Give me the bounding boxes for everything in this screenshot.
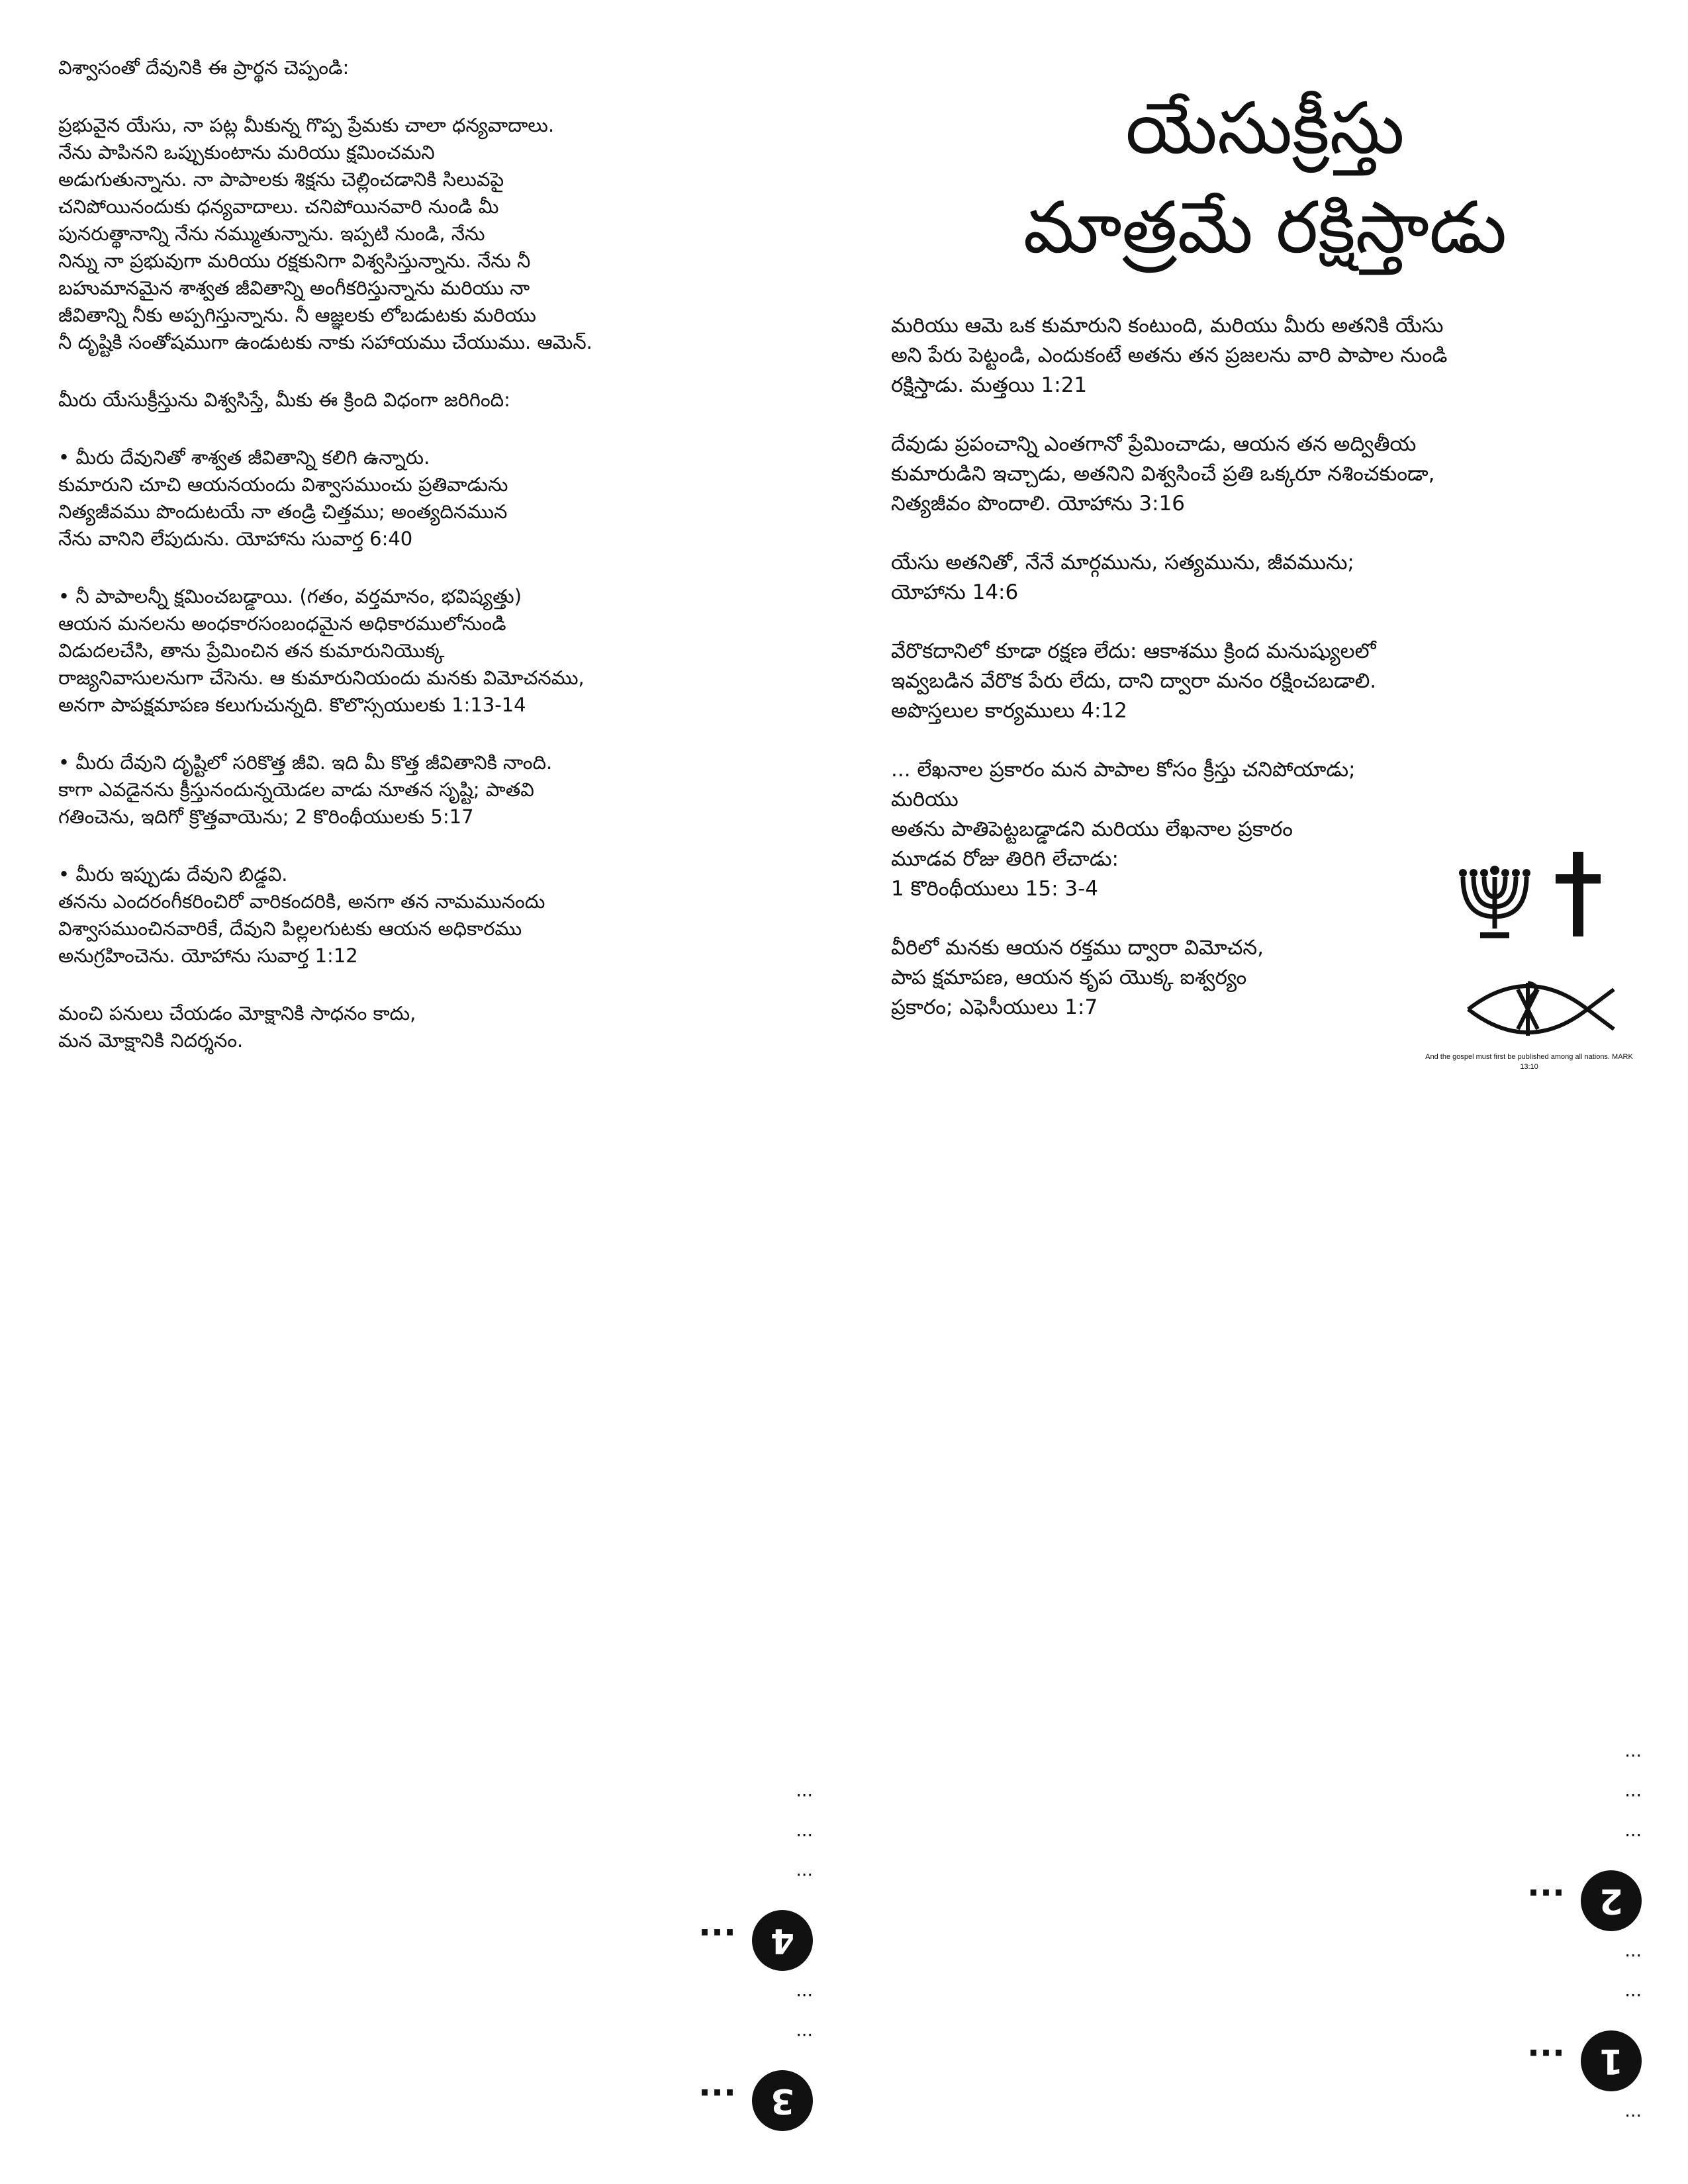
section-number: 2 — [1581, 1870, 1642, 1931]
section-text: ... — [1624, 1829, 1642, 1850]
verse-ephesians-1-7: వీరిలో మనకు ఆయన రక్తము ద్వారా విమోచన, పాప క్షమాపణ, ఆయన కృప యొక్క ఐశ్వర్యం ప్రకారం; ఎఫెసీయులు 1:7 — [891, 936, 1264, 1019]
verse-acts-4-12: వేరొకదానిలో కూడా రక్షణ లేదు: ఆకాశము క్రింద మనుష్యులలో ఇవ్వబడిన వేరొక పేరు లేదు, దాని ద్వారా మనం రక్షించబడాలి. అపొస్తలుల కార్యములు 4:12 — [891, 639, 1377, 723]
section-text: ... — [1624, 1790, 1642, 1810]
section-text: ... — [1624, 1950, 1642, 1970]
prayer-panel — [58, 54, 813, 1085]
bullet-forgiven: • నీ పాపాలన్నీ క్షమించబడ్డాయి. (గతం, వర్తమానం, భవిష్యత్తు) ఆయన మనలను అంధకారసంబంధమైన అధికారములోనుండి విడుదలచేసి, తాను ప్రేమించిన తన కుమారునియొక్క రాజ్యనివాసులనుగా చేసెను. ఆ కుమారునియందు మనకు విమోచనము, అనగా పాపక్షమాపణ కలుగుచున్నది. కొలొస్సయులకు 1:13-14 — [58, 585, 585, 716]
section-1-heading — [874, 2030, 1642, 2091]
section-text: ... — [796, 1790, 813, 1810]
bullet-eternal-life: • మీరు దేవునితో శాశ్వత జీవితాన్ని కలిగి ఉన్నారు. కుమారుని చూచి ఆయనయందు విశ్వాసముంచు ప్రతివాడును నిత్యజీవము పొందుటయే నా తండ్రి చిత్తము; అంత్యదినమున నేను వానిని లేపుదును. యోహాను సువార్త 6:40 — [58, 446, 508, 550]
section-3-heading — [58, 2070, 813, 2131]
verse-john-14-6: యేసు అతనితో, నేనే మార్గమును, సత్యమును, జీవమును; యోహాను 14:6 — [891, 551, 1354, 604]
section-text: ... — [1624, 1989, 1642, 2010]
menorah-icon — [1459, 866, 1530, 935]
bullet-child-of-god: • మీరు ఇప్పుడు దేవుని బిడ్డవి. తనను ఎందరంగీకరించిరో వారికందరికి, అనగా తన నామమునందు విశ్వాసముంచినవారికే, దేవుని పిల్లలగుటకు ఆయన అధికారము అనుగ్రహించెను. యోహాను సువార్త 1:12 — [58, 863, 545, 967]
section-text: ... — [796, 1989, 813, 2010]
section-4-heading — [58, 1910, 813, 1971]
section-number: 4 — [752, 1910, 813, 1971]
bullet-new-creation: • మీరు దేవుని దృష్టిలో సరికొత్త జీవి. ఇది మీ కొత్త జీవితానికి నాంది. కాగా ఎవడైనను క్రీస్తునందున్నయెడల వాడు నూతన సృష్టి; పాతవి గతించెను, ఇదిగో క్రొత్తవాయెను; 2 కొరింథీయులకు 5:17 — [58, 751, 553, 828]
section-title: ... — [1527, 1882, 1565, 1920]
section-text: ... — [796, 2029, 813, 2050]
bottom-left-flipped-panel — [58, 1125, 813, 2131]
section-2-heading — [874, 1870, 1642, 1931]
section-number: 3 — [752, 2070, 813, 2131]
faith-symbols-logo — [1455, 850, 1627, 1049]
cross-icon — [1556, 852, 1601, 936]
section-number: 1 — [1581, 2030, 1642, 2091]
intro-text: ... — [1624, 2110, 1642, 2130]
ichthys-chi-rho-icon — [1468, 983, 1614, 1036]
verse-1cor-15-3-4: ... లేఖనాల ప్రకారం మన పాపాల కోసం క్రీస్తు చనిపోయాడు; మరియు అతను పాతిపెట్టబడ్డాడని మరియు లేఖనాల ప్రకారం మూడవ రోజు తిరిగి లేచాడు: 1 కొరింథీయులు 15: 3-4 — [891, 758, 1356, 901]
prayer-intro: విశ్వాసంతో దేవునికి ఈ ప్రార్థన చెప్పండి: — [58, 56, 350, 79]
section-text: ... — [796, 1869, 813, 1889]
logo-caption: And the gospel must first be published among all nations. MARK 13:10 — [1425, 1053, 1633, 1071]
prayer-body: ప్రభువైన యేసు, నా పట్ల మీకున్న గొప్ప ప్రేమకు చాలా ధన్యవాదాలు. నేను పాపినని ఒప్పుకుంటాను మరియు క్షమించమని అడుగుతున్నాను. నా పాపాలకు శిక్షను చెల్లించడానికి సిలువపై చనిపోయినందుకు ధన్యవాదాలు. చనిపోయినవారి నుండి మీ పునరుత్థానాన్ని నేను నమ్ముతున్నాను. ఇప్పటి నుండి, నేను నిన్ను నా ప్రభువుగా మరియు రక్షకునిగా విశ్వసిస్తున్నాను. నేను నీ బహుమానమైన శాశ్వత జీవితాన్ని అంగీకరిస్తున్నాను మరియు నా జీవితాన్ని నీకు అప్పగిస్తున్నాను. నీ ఆజ్ఞలకు లోబడుటకు మరియు నీ దృష్టికి సంతోషముగా ఉండుటకు నాకు సహాయము చేయుము. ఆమెన్. — [58, 114, 592, 353]
verse-john-3-16: దేవుడు ప్రపంచాన్ని ఎంతగానో ప్రేమించాడు, ఆయన తన అద్వితీయ కుమారుడిని ఇచ్చాడు, అతనిని విశ్వసించే ప్రతి ఒక్కరూ నశించకుండా, నిత్యజీవం పొందాలి. యోహాను 3:16 — [891, 432, 1435, 516]
section-title: ... — [1527, 2042, 1565, 2080]
verse-matthew-1-21: మరియు ఆమె ఒక కుమారుని కంటుంది, మరియు మీరు అతనికి యేసు అని పేరు పెట్టండి, ఎందుకంటే అతను తన ప్రజలను వారి పాపాల నుండి రక్షిస్తాడు. మత్తయి 1:21 — [891, 314, 1448, 397]
section-text: ... — [796, 1829, 813, 1850]
result-intro: మీరు యేసుక్రీస్తును విశ్వసిస్తే, మీకు ఈ క్రింది విధంగా జరిగింది: — [58, 388, 510, 411]
page-title: యేసుక్రీస్తు మాత్రమే రక్షిస్తాడు — [1023, 87, 1507, 269]
section-title: ... — [698, 1921, 736, 1960]
section-text: ... — [1624, 1750, 1642, 1770]
bottom-right-flipped-panel — [874, 1125, 1642, 2131]
prayer-closing: మంచి పనులు చేయడం మోక్షానికి సాధనం కాదు, మన మోక్షానికి నిదర్శనం. — [58, 1002, 416, 1052]
section-title: ... — [698, 2081, 736, 2120]
